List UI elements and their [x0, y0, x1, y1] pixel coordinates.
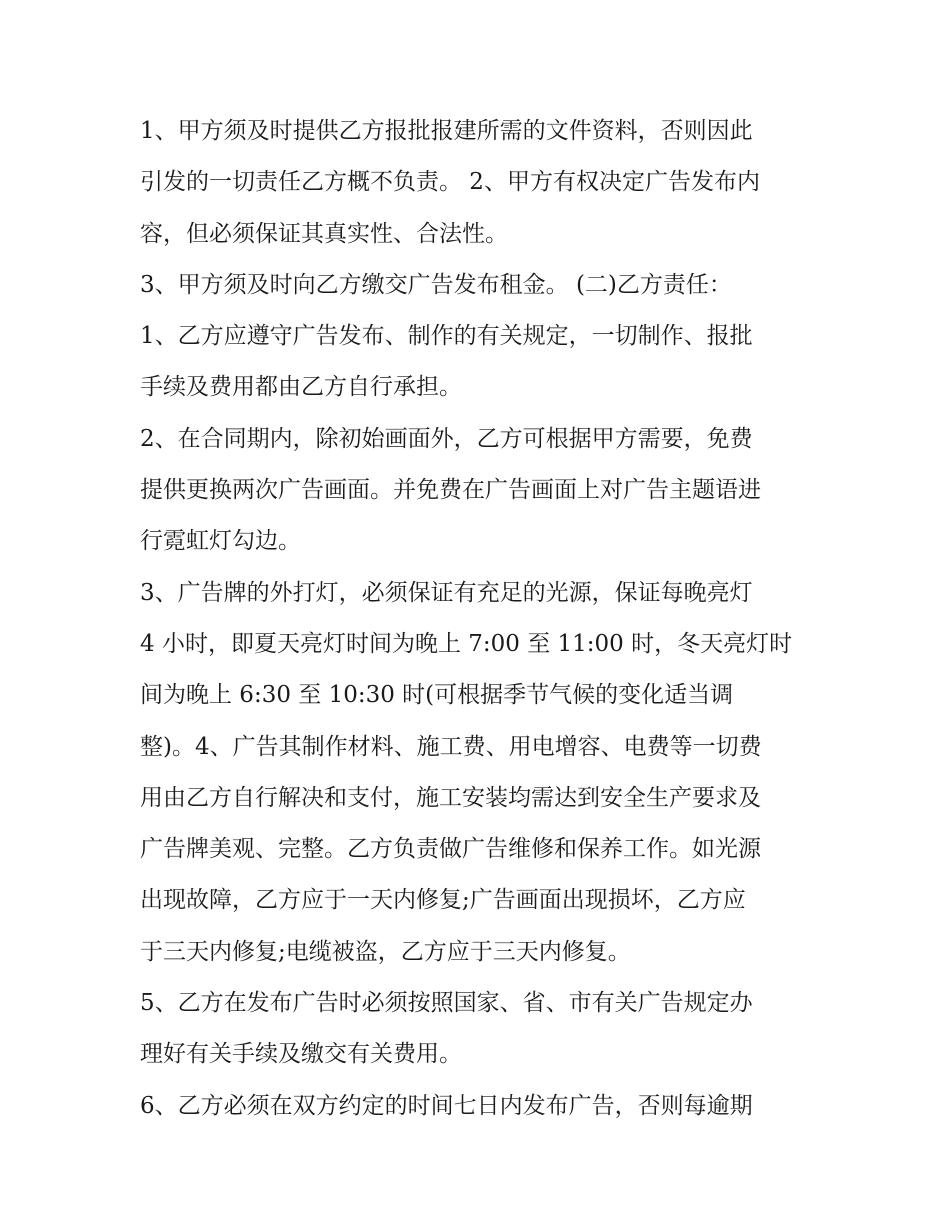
text-line: 手续及费用都由乙方自行承担。 — [140, 374, 462, 401]
text-line: 行霓虹灯勾边。 — [140, 528, 301, 555]
text-line: 5、乙方在发布广告时必须按照国家、省、市有关广告规定办 — [140, 990, 753, 1017]
text-line: 1、乙方应遵守广告发布、制作的有关规定，一切制作、报批 — [140, 323, 753, 350]
contract-text — [140, 106, 820, 1132]
text-line: 整)。4、广告其制作材料、施工费、用电增容、电费等一切费 — [140, 733, 762, 760]
text-line: 于三天内修复;电缆被盗，乙方应于三天内修复。 — [140, 938, 631, 965]
text-line: 用由乙方自行解决和支付，施工安装均需达到安全生产要求及 — [140, 784, 761, 811]
text-line: 间为晚上 6:30 至 10:30 时(可根据季节气候的变化适当调 — [140, 682, 734, 709]
text-line: 1、甲方须及时提供乙方报批报建所需的文件资料，否则因此 — [140, 118, 753, 144]
text-line: 3、甲方须及时向乙方缴交广告发布租金。 (二)乙方责任： — [140, 271, 732, 298]
text-line: 4 小时，即夏天亮灯时间为晚上 7:00 至 11:00 时，冬天亮灯时 — [140, 630, 793, 657]
text-line: 引发的一切责任乙方概不负责。 2、甲方有权决定广告发布内 — [140, 169, 760, 196]
text-line: 广告牌美观、完整。乙方负责做广告维修和保养工作。如光源 — [140, 836, 761, 863]
text-line: 理好有关手续及缴交有关费用。 — [140, 1041, 462, 1068]
text-line: 3、广告牌的外打灯，必须保证有充足的光源，保证每晚亮灯 — [140, 579, 753, 606]
text-line: 出现故障，乙方应于一天内修复;广告画面出现损坏，乙方应 — [140, 887, 746, 914]
text-line: 2、在合同期内，除初始画面外，乙方可根据甲方需要，免费 — [140, 425, 753, 452]
text-line: 容，但必须保证其真实性、合法性。 — [140, 220, 508, 247]
text-line: 6、乙方必须在双方约定的时间七日内发布广告，否则每逾期 — [140, 1092, 753, 1119]
text-line: 提供更换两次广告画面。并免费在广告画面上对广告主题语进 — [140, 477, 761, 504]
